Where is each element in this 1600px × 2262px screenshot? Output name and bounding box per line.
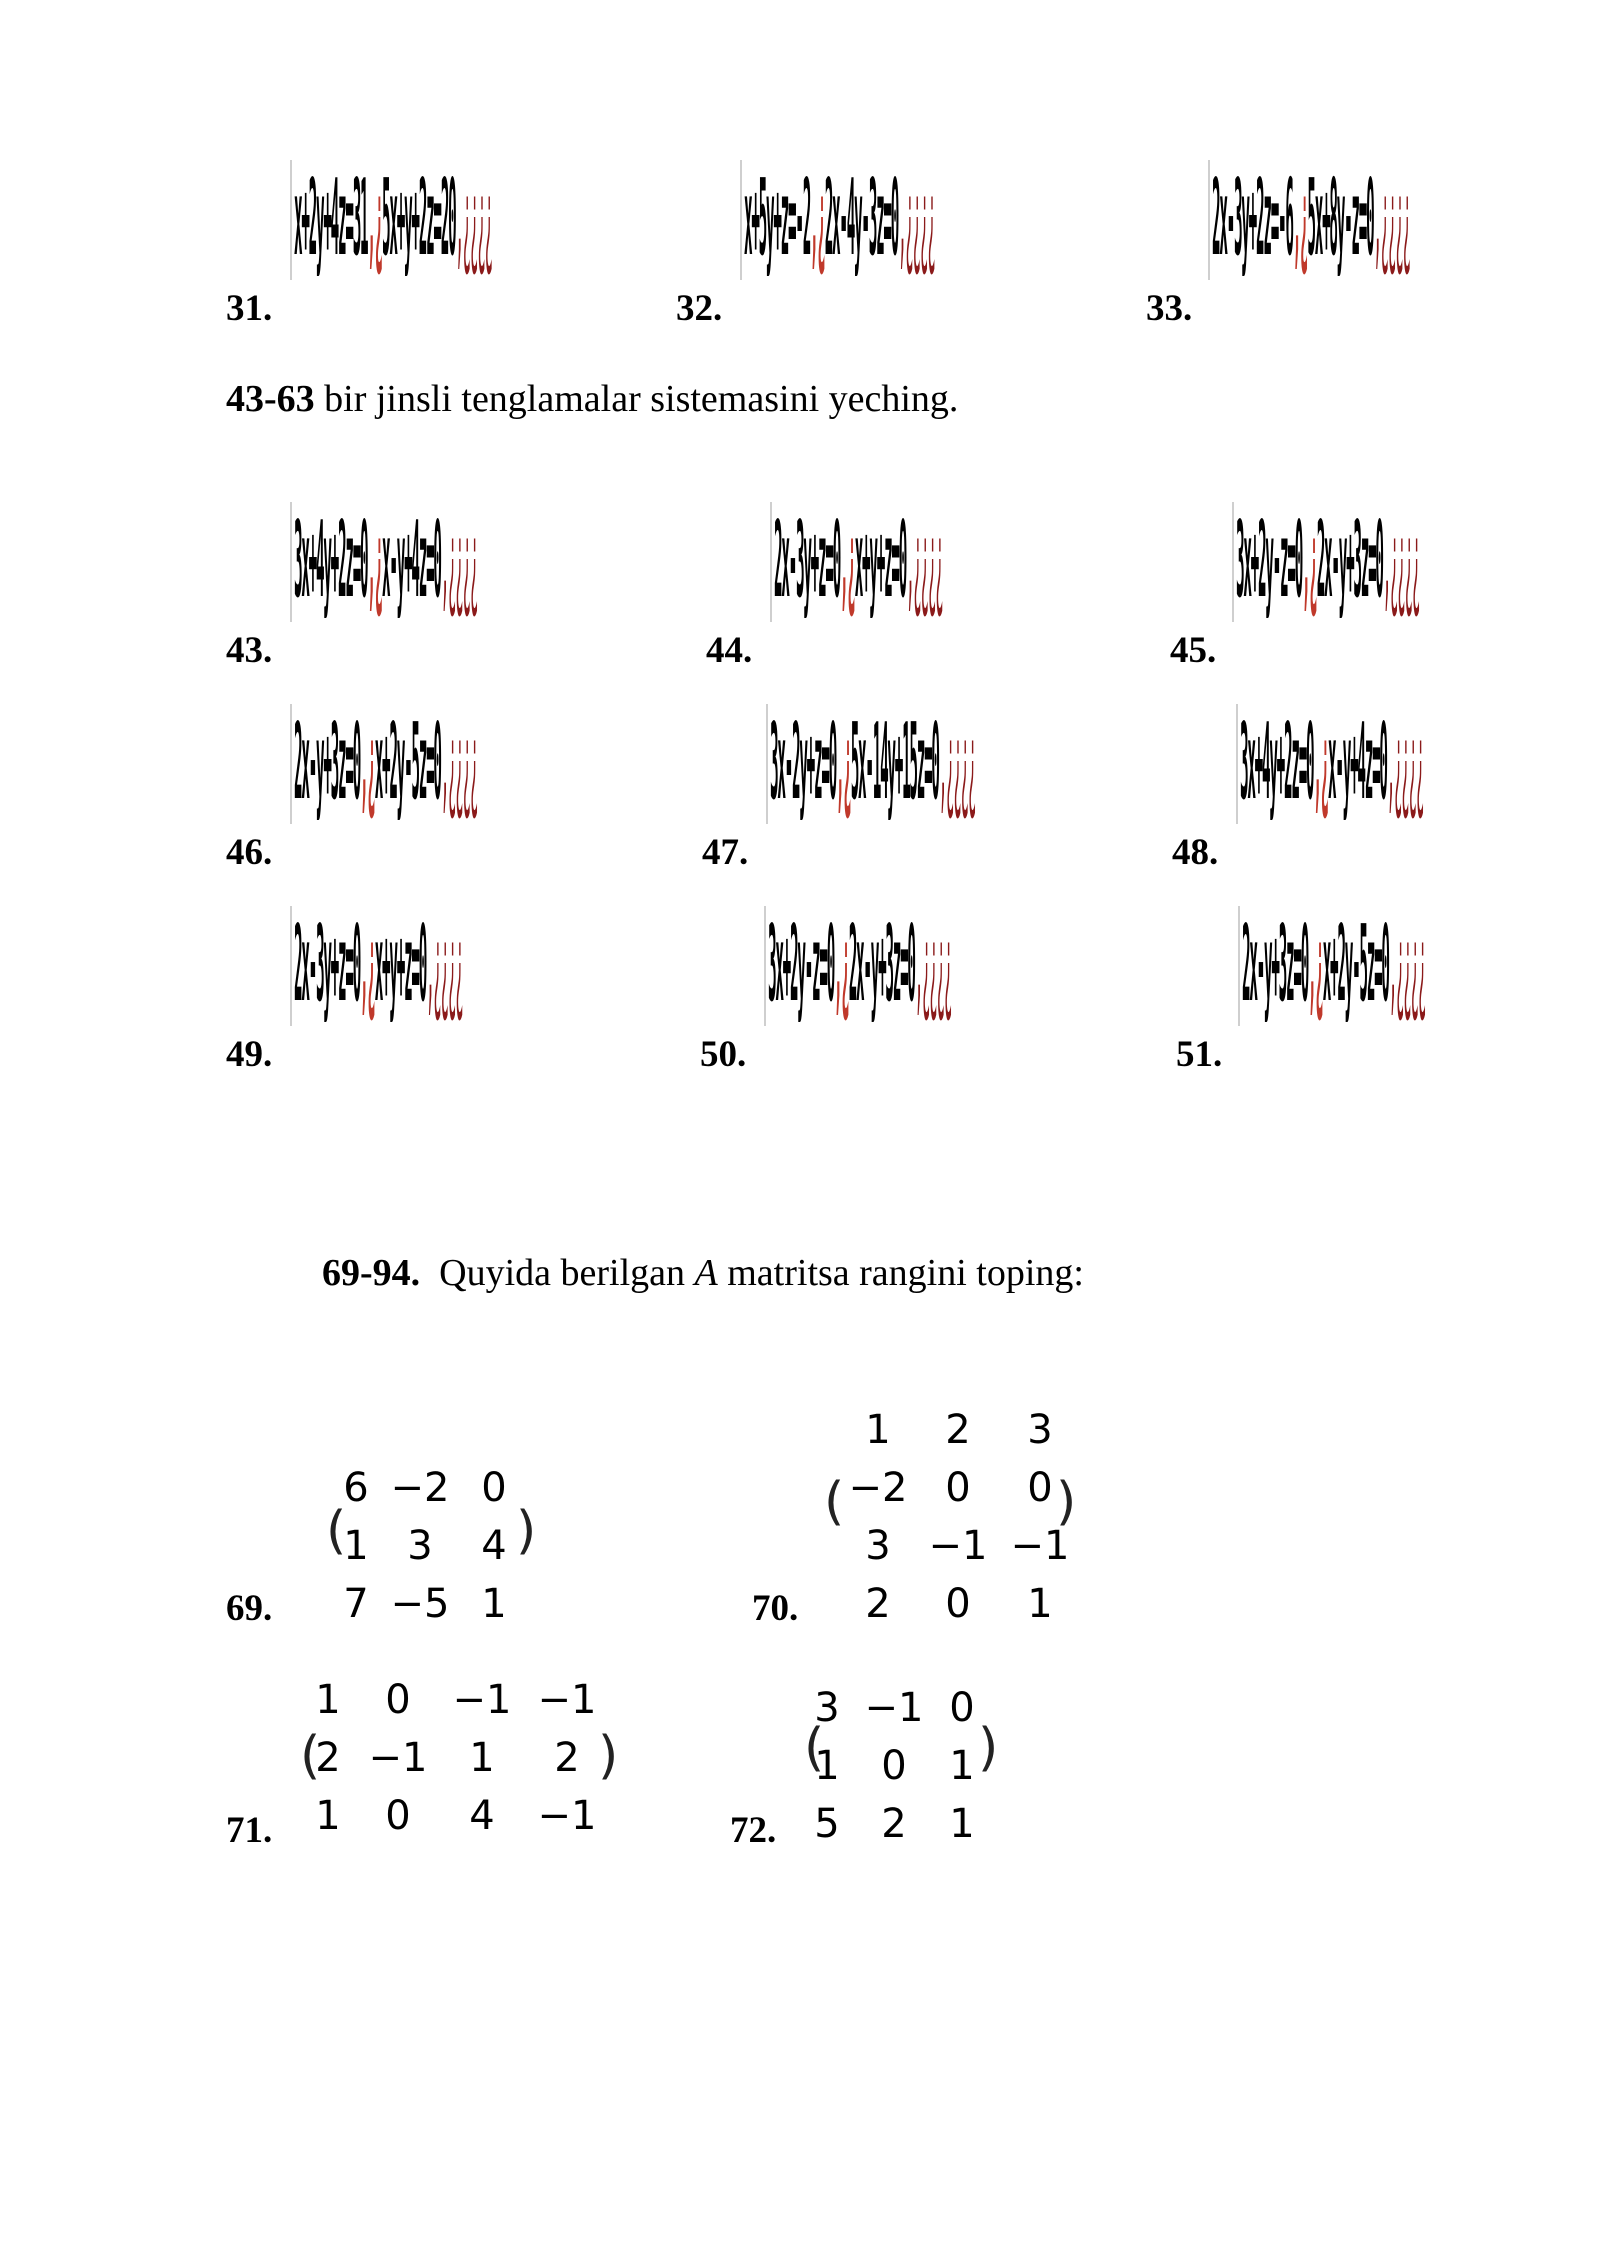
problem-number-71: 71. xyxy=(226,1810,273,1851)
right-paren-69: ) xyxy=(516,1501,537,1561)
left-paren-70: ( xyxy=(824,1472,845,1532)
problem-number-49: 49. xyxy=(226,1034,273,1075)
problem-number-46: 46. xyxy=(226,832,273,873)
matrix-69: 6 −2 0 1 3 4 7 −5 1 xyxy=(343,1465,507,1627)
equation-system-33: 2x-3y+2z=-6,¿5x+8y-z=0,¿¿¿¿ xyxy=(1208,160,1508,280)
section-heading-homogeneous: 43-63 bir jinsli tenglamalar sistemasini yeching. xyxy=(226,378,959,420)
equation-system-48: 3x+4y+2z=0,¿x-y+4z=0,¿¿¿¿ xyxy=(1236,704,1526,824)
equation-system-51: 2x-y+3z=0,¿x+2y-5z=0,¿¿¿¿ xyxy=(1238,906,1498,1026)
problem-number-50: 50. xyxy=(700,1034,747,1075)
left-paren-72: ( xyxy=(804,1718,825,1778)
right-paren-72: ) xyxy=(978,1718,999,1778)
equation-system-47: 3x-2y+z=0,¿5x-14y+15z=0,¿¿¿¿ xyxy=(766,704,1066,824)
problem-number-45: 45. xyxy=(1170,630,1217,671)
matrix-70: 1 2 3 −2 0 0 3 −1 −1 2 0 1 xyxy=(848,1407,1070,1627)
equation-system-46: 2x-y+3z=0,¿x+2y-5z=0,¿¿¿¿ xyxy=(290,704,550,824)
problem-number-47: 47. xyxy=(702,832,749,873)
equation-system-45: 3x+2y-z=0,¿2x-y+3z=0,¿¿¿¿ xyxy=(1232,502,1492,622)
problem-number-32: 32. xyxy=(676,288,723,329)
problem-number-31: 31. xyxy=(226,288,273,329)
equation-system-31: x+2y+4z=31,¿5x+y+2z=20,¿¿¿¿ xyxy=(290,160,580,280)
equation-system-32: x+5y+z=-2,¿2x-4y-3z=0,¿¿¿¿ xyxy=(740,160,1020,280)
equation-system-43: 3x+4y+2z=0,¿x-y+4z=0,¿¿¿¿ xyxy=(290,502,590,622)
matrix-71: 1 0 −1 −1 2 −1 1 2 1 0 4 −1 xyxy=(315,1677,597,1839)
right-paren-70: ) xyxy=(1056,1472,1077,1532)
section-heading-matrix-rank: 69-94. Quyida berilgan A matritsa rangini toping: xyxy=(322,1252,1084,1294)
problem-number-44: 44. xyxy=(706,630,753,671)
equation-system-49: 2x-3y+z=0,¿x+y+z=0,¿¿¿¿ xyxy=(290,906,570,1026)
problem-number-33: 33. xyxy=(1146,288,1193,329)
problem-number-43: 43. xyxy=(226,630,273,671)
right-paren-71: ) xyxy=(598,1726,619,1786)
problem-number-48: 48. xyxy=(1172,832,1219,873)
problem-number-72: 72. xyxy=(730,1810,777,1851)
problem-number-51: 51. xyxy=(1176,1034,1223,1075)
problem-number-69: 69. xyxy=(226,1588,273,1629)
problem-number-70: 70. xyxy=(752,1588,799,1629)
left-paren-71: ( xyxy=(300,1726,321,1786)
matrix-72: 3 −1 0 1 0 1 5 2 1 xyxy=(814,1685,975,1847)
equation-system-50: 3x+2y-z=0,¿2x-y+3z=0,¿¿¿¿ xyxy=(764,906,1024,1026)
left-paren-69: ( xyxy=(326,1501,347,1561)
equation-system-44: 2x-3y+z=0,¿x+y+z=0,¿¿¿¿ xyxy=(770,502,1050,622)
